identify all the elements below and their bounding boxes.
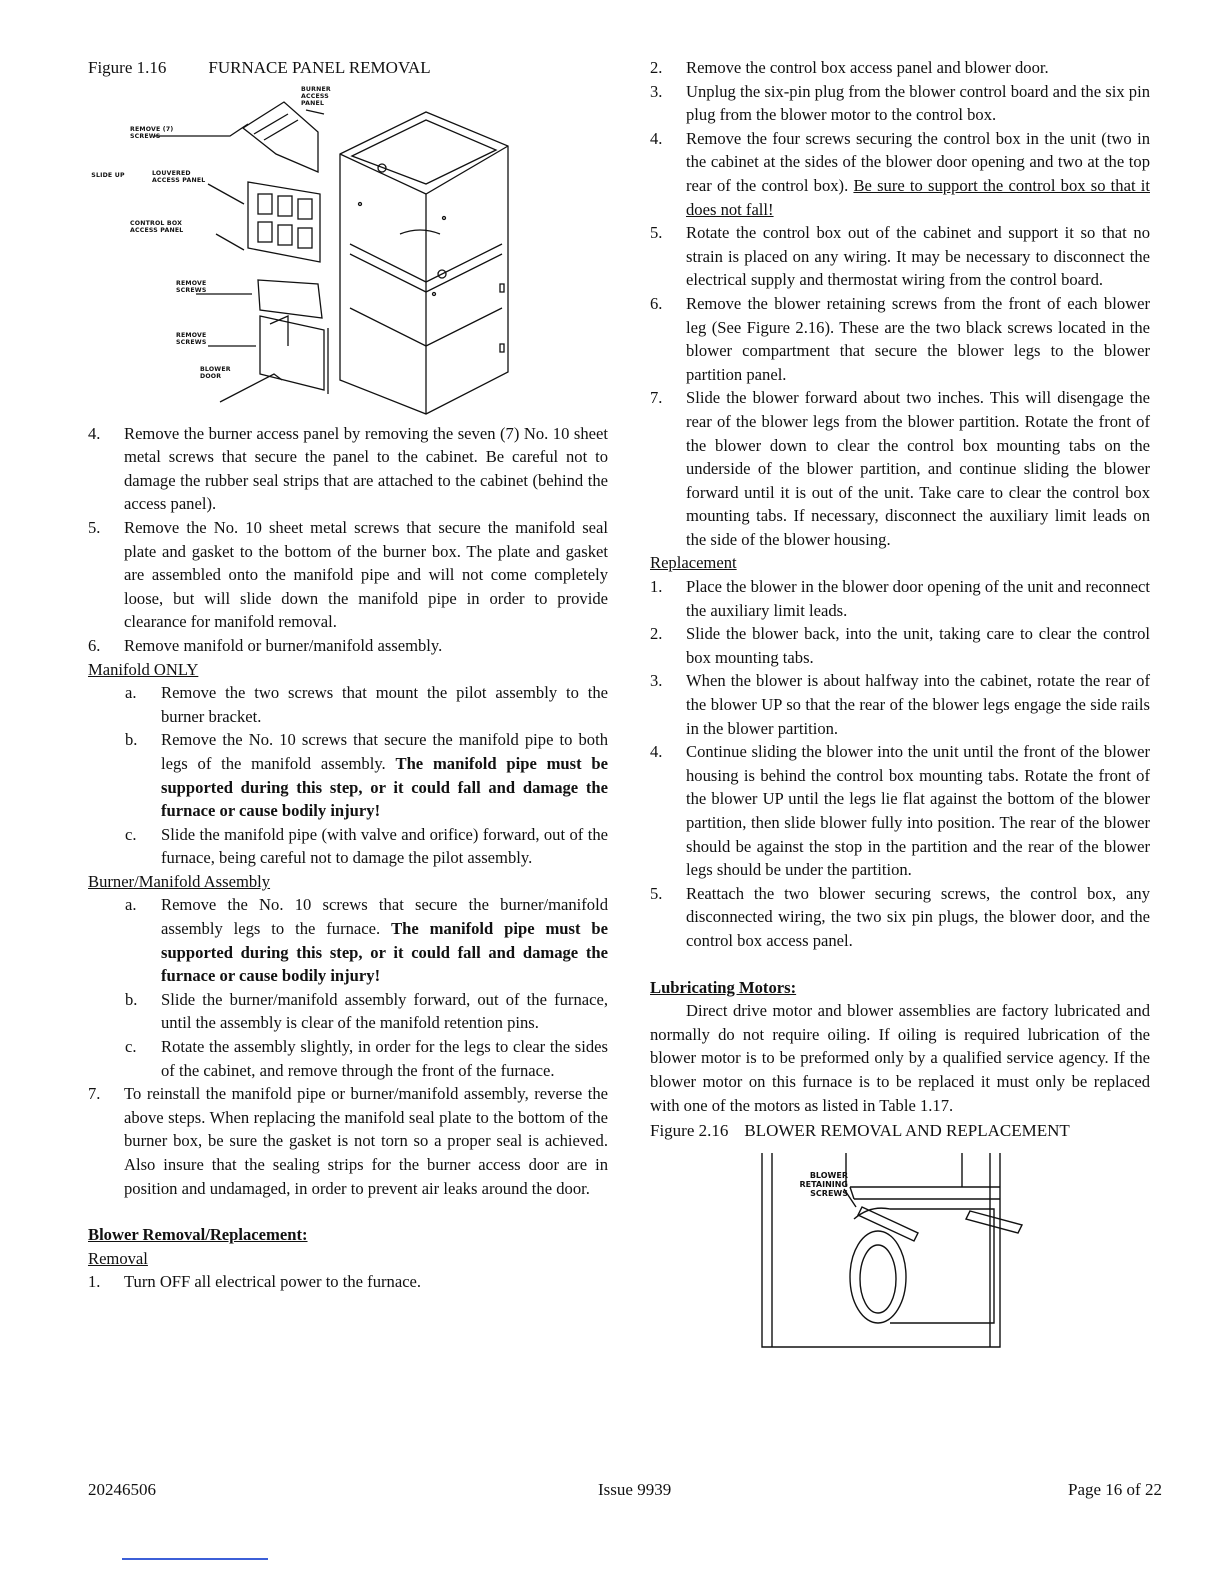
blower-housing-drawing — [850, 1207, 1022, 1323]
burner-step-a: a. Remove the No. 10 screws that secure the burner/manifold assembly legs to the furnace. The manifold pipe must be supported during this step, or it could fall and damage the furnace or cause bodily injury! — [125, 895, 608, 986]
footer-issue: Issue 9939 — [598, 1480, 672, 1499]
label-louvered-access-panel: LOUVERED ACCESS PANEL — [152, 169, 206, 184]
lubricating-heading: Lubricating Motors: — [650, 977, 797, 997]
figure-1-number: Figure 1.16 — [88, 58, 167, 77]
blue-underline-bar — [122, 1558, 268, 1560]
manifold-step-a: a. Remove the two screws that mount the pilot assembly to the burner bracket. — [125, 683, 608, 726]
label-blower-retaining-screws: BLOWER RETAINING SCREWS — [799, 1170, 848, 1198]
louvered-panel-drawing — [208, 182, 320, 262]
replacement-step-5: 5. Reattach the two blower securing screws, the control box, any disconnected wiring, the two six pin plugs, the blower door, and the control box access panel. — [650, 883, 1150, 950]
right-column — [650, 56, 1150, 1357]
furnace-cabinet-drawing — [340, 112, 508, 414]
label-remove-screws-2: REMOVE SCREWS — [176, 331, 207, 346]
lubricating-paragraph: Direct drive motor and blower assemblies are factory lubricated and normally do not require oiling. If oiling is required lubrication of the blower motor is to be preformed only by a qualified service agency. If the blower motor on this furnace is to be replaced it must only be replaced with one of the motors as listed in Table 1.17. — [650, 1001, 1150, 1115]
furnace-panel-diagram — [88, 84, 608, 422]
burner-manifold-heading: Burner/Manifold Assembly — [88, 871, 271, 891]
removal-step-4: 4. Remove the four screws securing the control box in the unit (two in the cabinet at the sides of the blower door opening and two at the top rear of the control box). Be sure to support the control box so that it does not fall! — [650, 128, 1150, 219]
replacement-heading: Replacement — [650, 553, 737, 573]
blower-removal-heading: Blower Removal/Replacement: — [88, 1225, 308, 1245]
burner-step-b: b. Slide the burner/manifold assembly forward, out of the furnace, until the assembly is clear of the manifold retention pins. — [125, 989, 608, 1033]
step-4: 4. Remove the burner access panel by removing the seven (7) No. 10 sheet metal screws that secure the panel to the cabinet. Be careful not to damage the rubber seal strips that are attached to the cabinet (behind the access panel). — [88, 423, 608, 514]
label-slide-up: SLIDE UP — [91, 171, 125, 179]
label-control-box-access-panel: CONTROL BOX ACCESS PANEL — [130, 219, 184, 234]
replacement-step-3: 3. When the blower is about halfway into the cabinet, rotate the rear of the blower UP so that the rear of the blower legs engage the side rails in the blower partition. — [650, 671, 1150, 738]
manifold-step-b: b. Remove the No. 10 screws that secure the manifold pipe to both legs of the manifold assembly. The manifold pipe must be supported during this step, or it could fall and damage the furnace or cause bodily injury! — [125, 730, 609, 821]
replacement-step-2: 2. Slide the blower back, into the unit, taking care to clear the control box mounting tabs. — [650, 624, 1150, 667]
removal-step-2: 2. Remove the control box access panel and blower door. — [650, 58, 1049, 77]
removal-step-7: 7. Slide the blower forward about two inches. This will disengage the rear of the blower legs from the blower partition. Rotate the front of the blower down to clear the control box mounting tabs on the underside of the blower partition, and continue sliding the blower forward until it is out of the unit. Take care to clear the control box mounting tabs. If necessary, disconnect the auxiliary limit leads on the side of the blower housing. — [650, 388, 1150, 549]
manifold-warning: The manifold pipe must be supported during this step, or it could fall and damage the furnace or cause bodily injury! — [161, 753, 609, 821]
figure-2-title: BLOWER REMOVAL AND REPLACEMENT — [744, 1121, 1070, 1141]
removal-step-3: 3. Unplug the six-pin plug from the blower control board and the six pin plug from the blower motor to the control box. — [650, 81, 1150, 125]
removal-step-6: 6. Remove the blower retaining screws from the front of each blower leg (See Figure 2.16). These are the two black screws located in the blower compartment that secure the blower legs to the blower partition panel. — [650, 293, 1150, 384]
removal-step-5: 5. Rotate the control box out of the cabinet and support it so that no strain is placed on any wiring. It may be necessary to disconnect the electrical supply and thermostat wiring from the control board. — [650, 223, 1150, 290]
manifold-step-c: c. Slide the manifold pipe (with valve and orifice) forward, out of the furnace, being careful not to damage the pilot assembly. — [125, 824, 608, 868]
replacement-step-4: 4. Continue sliding the blower into the unit until the front of the blower housing is behind the control box mounting tabs. Rotate the front of the blower UP until the legs lie flat against the bottom of the blower partition, then slide blower fully into position. The rear of the blower should be against the stop in the partition and the rear of the blower legs should be under the partition. — [650, 742, 1150, 880]
blower-door-drawing — [208, 316, 328, 402]
support-warning: Be sure to support the control box so that it does not fall! — [686, 175, 1150, 219]
replacement-step-1: 1. Place the blower in the blower door opening of the unit and reconnect the auxiliary limit leads. — [650, 577, 1150, 620]
burner-warning: The manifold pipe must be supported during this step, or it could fall and damage the furnace or cause bodily injury! — [161, 919, 608, 986]
figure-1-caption — [88, 56, 608, 80]
removal-heading: Removal — [88, 1248, 148, 1268]
burner-step-c: c. Rotate the assembly slightly, in order for the legs to clear the sides of the cabinet, and remove through the front of the furnace. — [125, 1037, 608, 1080]
footer-page: Page 16 of 22 — [1068, 1480, 1162, 1499]
label-remove-7-screws: REMOVE (7) SCREWS — [130, 125, 174, 140]
label-blower-door: BLOWER DOOR — [200, 365, 231, 380]
left-column — [88, 56, 608, 1294]
label-remove-screws-1: REMOVE SCREWS — [176, 279, 207, 294]
footer-doc-number: 20246506 — [88, 1480, 156, 1499]
label-burner-access-panel: BURNER ACCESS PANEL — [301, 85, 331, 107]
step-7: 7. To reinstall the manifold pipe or burner/manifold assembly, reverse the above steps. When replacing the manifold seal plate to the bottom of the burner box, be sure the gasket is not torn so a proper seal is achieved. Also insure that the sealing strips for the burner access door are in position and undamaged, in order to prevent air leaks around the door. — [88, 1084, 608, 1198]
blower-removal-diagram — [650, 1147, 1150, 1357]
removal-step-1: 1. Turn OFF all electrical power to the furnace. — [88, 1272, 422, 1292]
figure-1-title: FURNACE PANEL REMOVAL — [208, 58, 431, 77]
step-6: 6. Remove manifold or burner/manifold assembly. — [88, 635, 443, 655]
manifold-only-heading: Manifold ONLY — [88, 659, 199, 679]
step-5: 5. Remove the No. 10 sheet metal screws that secure the manifold seal plate and gasket to the bottom of the burner box. The plate and gasket are assembled onto the manifold pipe and will not come completely loose, but will slide down the manifold pipe in order to provide clearance for manifold removal. — [88, 517, 608, 632]
figure-2-caption — [650, 1119, 1150, 1143]
figure-2-number: Figure 2.16 — [650, 1121, 729, 1141]
